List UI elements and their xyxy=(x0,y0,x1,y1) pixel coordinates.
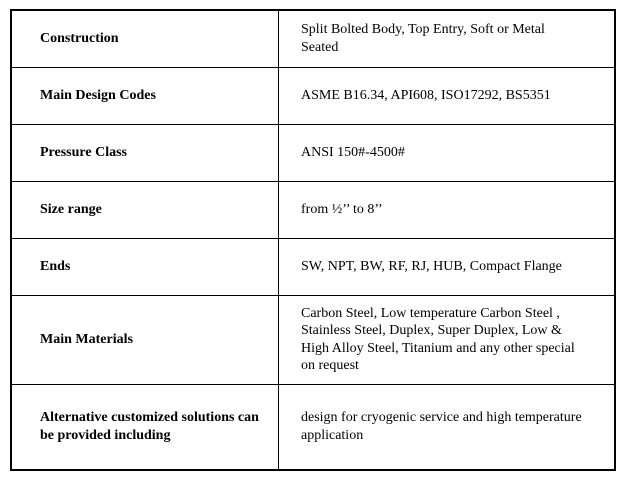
row-label-size-range: Size range xyxy=(11,181,279,238)
spec-table-body xyxy=(11,10,615,470)
row-label-pressure-class: Pressure Class xyxy=(11,124,279,181)
table-row-ends xyxy=(11,238,615,295)
row-value-construction: Split Bolted Body, Top Entry, Soft or Metal Seated xyxy=(279,10,616,67)
table-row-size-range xyxy=(11,181,615,238)
row-value-alternative-solutions: design for cryogenic service and high temperature application xyxy=(279,384,616,470)
row-label-main-design-codes: Main Design Codes xyxy=(11,67,279,124)
spec-table xyxy=(10,9,616,471)
row-value-size-range: from ½’’ to 8’’ xyxy=(279,181,616,238)
row-value-main-materials: Carbon Steel, Low temperature Carbon Steel , Stainless Steel, Duplex, Super Duplex, Low & High Alloy Steel, Titanium and any other special on request xyxy=(279,295,616,384)
row-value-ends: SW, NPT, BW, RF, RJ, HUB, Compact Flange xyxy=(279,238,616,295)
table-row-pressure-class xyxy=(11,124,615,181)
table-row-construction xyxy=(11,10,615,67)
table-row-main-design-codes xyxy=(11,67,615,124)
table-row-main-materials xyxy=(11,295,615,384)
row-value-main-design-codes: ASME B16.34, API608, ISO17292, BS5351 xyxy=(279,67,616,124)
row-label-ends: Ends xyxy=(11,238,279,295)
row-label-alternative-solutions: Alternative customized solutions can be provided including xyxy=(11,384,279,470)
table-row-alternative-solutions xyxy=(11,384,615,470)
row-label-construction: Construction xyxy=(11,10,279,67)
row-label-main-materials: Main Materials xyxy=(11,295,279,384)
row-value-pressure-class: ANSI 150#-4500# xyxy=(279,124,616,181)
